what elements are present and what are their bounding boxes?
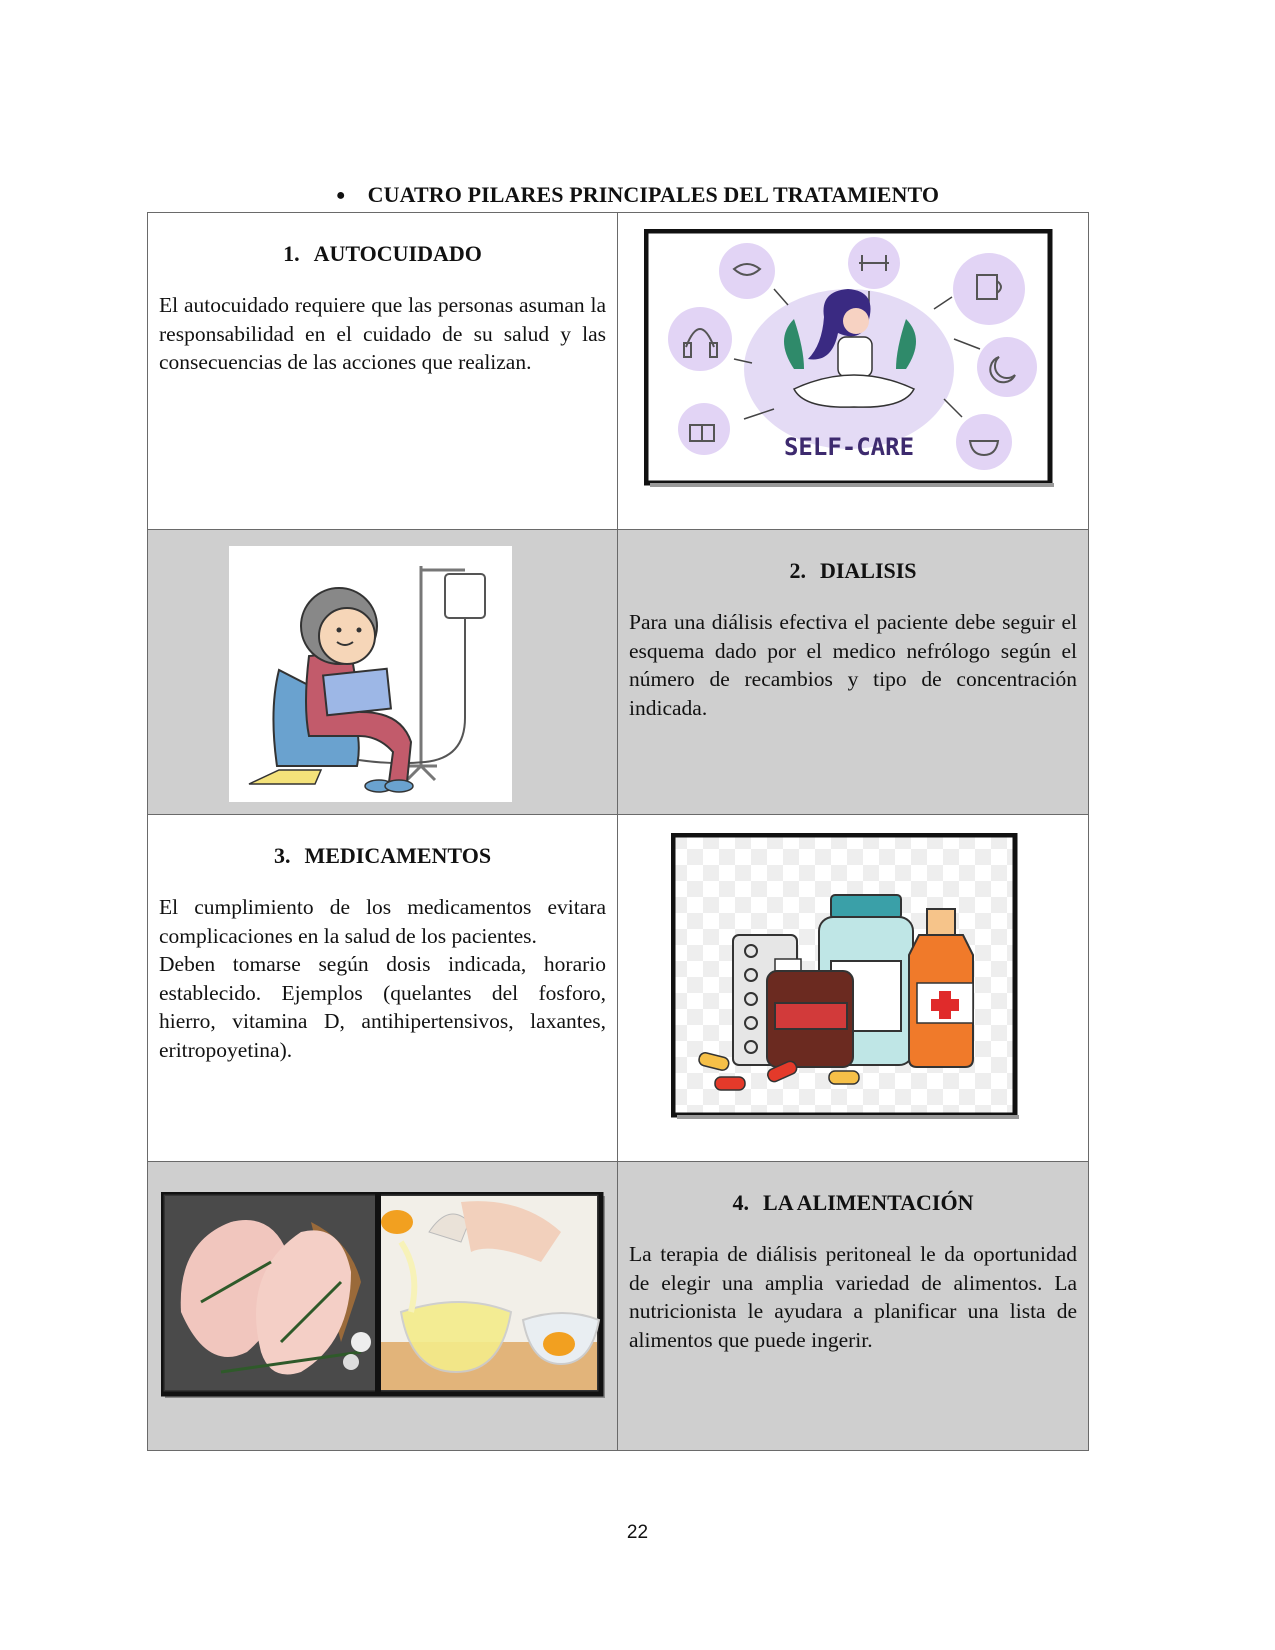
pillar-text-cell [148, 815, 618, 1162]
pillar-text-cell [618, 530, 1089, 815]
section-title: CUATRO PILARES PRINCIPALES DEL TRATAMIENTO [367, 182, 940, 207]
pillar-image-cell [148, 1162, 618, 1451]
pillar-row-medicamentos [148, 815, 1089, 1162]
chicken-breast-image [165, 1196, 377, 1390]
section-heading [0, 182, 1275, 208]
egg-cracking-image [381, 1196, 599, 1390]
page-number: 22 [626, 1522, 649, 1543]
self-care-illustration [644, 229, 1054, 489]
pillar-description: Para una diálisis efectiva el paciente debe seguir el esquema dado por el medico nefrólogo según el número de recambios y tipo de concentración indicada. [629, 610, 1077, 720]
pillar-description: La terapia de diálisis peritoneal le da oportunidad de elegir una amplia variedad de alimentos. La nutricionista le ayudara a planificar una lista de alimentos que puede ingerir. [629, 1242, 1077, 1352]
pillar-title: 4. LA ALIMENTACIÓN [732, 1190, 974, 1215]
pillar-row-autocuidado [148, 213, 1089, 530]
bullet-icon: ● [335, 187, 346, 204]
dialysis-illustration [229, 546, 512, 802]
pillar-image-cell [148, 530, 618, 815]
pillar-title: 1. AUTOCUIDADO [283, 241, 482, 266]
pillar-image-cell [618, 213, 1089, 530]
pillar-description: El autocuidado requiere que las personas asuman la responsabilidad en el cuidado de su salud y las consecuencias de las acciones que realizan. [159, 293, 606, 375]
pillars-table [147, 212, 1089, 1451]
pillar-row-dialisis [148, 530, 1089, 815]
pillar-text-cell [148, 213, 618, 530]
pillar-title: 3. MEDICAMENTOS [273, 843, 492, 868]
pillar-row-alimentacion [148, 1162, 1089, 1451]
pillar-description-extra: Deben tomarse según dosis indicada, horario establecido. Ejemplos (quelantes del fosforo, hierro, vitamina D, antihipertensivos, laxantes, eritropoyetina). [159, 952, 606, 1062]
self-care-caption: SELF-CARE [783, 433, 915, 461]
pillar-image-cell [618, 815, 1089, 1162]
pillar-text-cell [618, 1162, 1089, 1451]
pillar-description: El cumplimiento de los medicamentos evitara complicaciones en la salud de los pacientes. [159, 895, 606, 948]
medication-illustration [671, 833, 1021, 1123]
pillar-title: 2. DIALISIS [789, 558, 917, 583]
food-photo [161, 1192, 605, 1398]
